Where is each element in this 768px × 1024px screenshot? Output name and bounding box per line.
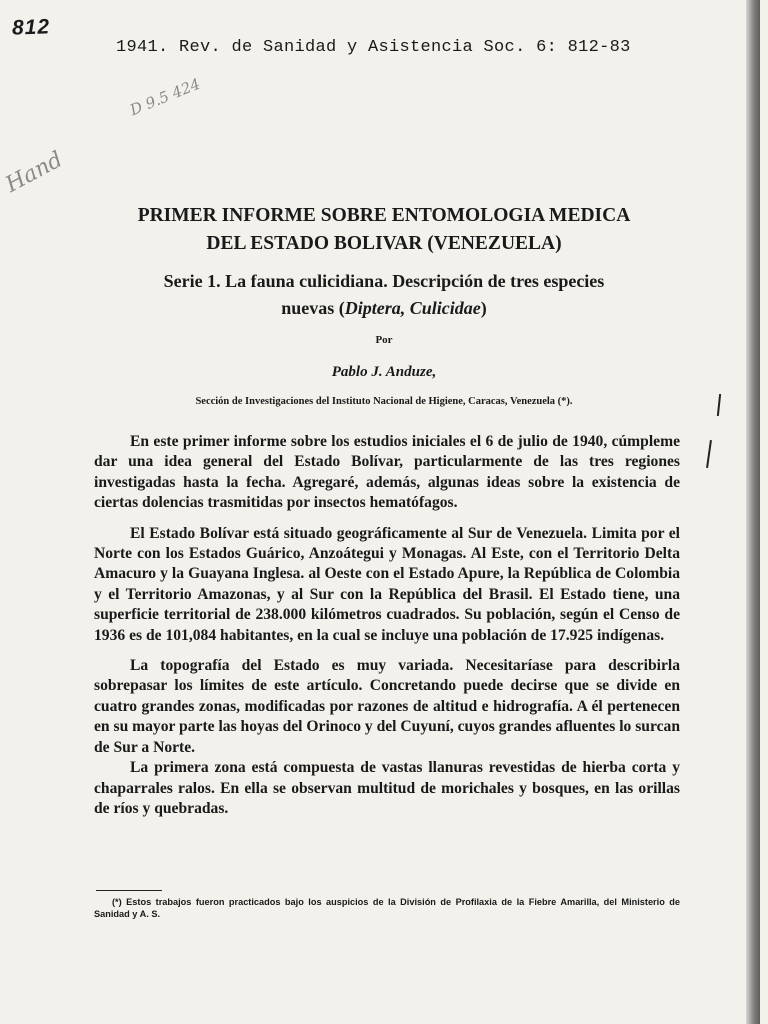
paragraph: La primera zona está compuesta de vastas llanuras revestidas de hierba corta y chaparrales ralos. En ella se observan multitud de morichales y bosques, en las orillas de ríos y quebradas. [94,759,680,817]
subtitle-prefix: nuevas ( [281,298,345,318]
paragraph: En este primer informe sobre los estudios iniciales el 6 de julio de 1940, cúmpleme dar una idea general del Estado Bolívar, particularmente de las tres regiones investigadas hasta la fecha. Agregaré, además, algunas ideas sobre la existencia de ciertas dolencias trasmitidas por insectos hematófagos. [94,433,680,512]
handwritten-signature: Hand [1,147,67,198]
paragraph: La topografía del Estado es muy variada. Necesitaríase para describirla sobrepasar los límites de este artículo. Concretando puede decirse que se divide en cuatro grandes zonas, modificadas por razones de altitud e hidrografía. A él pertenecen en su mayor parte las hoyas del Orinoco y del Cuyuní, cuyos grandes afluentes lo surcan de Sur a Norte. [94,657,680,756]
subtitle-line-1: Serie 1. La fauna culicidiana. Descripción de tres especies [163,271,605,291]
author-name: Pablo J. Anduze, [331,364,437,380]
handwritten-note: D 9.5 424 [127,74,203,120]
subtitle-suffix: ) [480,298,487,318]
author-affiliation: Sección de Investigaciones del Instituto Nacional de Higiene, Caracas, Venezuela (*). [195,396,573,407]
page-number: 812 [11,15,51,40]
footnote-divider [96,890,162,891]
article-title [60,202,708,258]
article-subtitle [60,268,708,322]
journal-citation-stamp: 1941. Rev. de Sanidad y Asistencia Soc. 6: 812-83 [116,38,631,57]
margin-mark [706,440,712,468]
title-line-2: DEL ESTADO BOLIVAR (VENEZUELA) [206,233,562,254]
margin-mark [717,394,721,416]
page-edge-shadow [746,0,760,1024]
title-line-1: PRIMER INFORME SOBRE ENTOMOLOGIA MEDICA [137,205,631,226]
article-body [94,432,680,829]
footnote: (*) Estos trabajos fueron practicados bajo los auspicios de la División de Profilaxia de la Fiebre Amarilla, del Ministerio de Sanidad y A. S. [94,897,680,919]
byline-por: Por [375,334,393,346]
paragraph: El Estado Bolívar está situado geográficamente al Sur de Venezuela. Limita por el Norte con los Estados Guárico, Anzoátegui y Monagas. Al Este, con el Territorio Delta Amacuro y la Guayana Inglesa. al Oeste con el Estado Apure, la República de Colombia y el Territorio Amazonas, y al Sur con la República del Brasil. El Estado tiene, una superficie territorial de 238.000 kilómetros cuadrados. Su población, según el Censo de 1936 es de 101,084 habitantes, en la cual se incluye una población de 17.925 indígenas. [94,524,680,644]
subtitle-taxon: Diptera, Culicidae [344,298,481,318]
